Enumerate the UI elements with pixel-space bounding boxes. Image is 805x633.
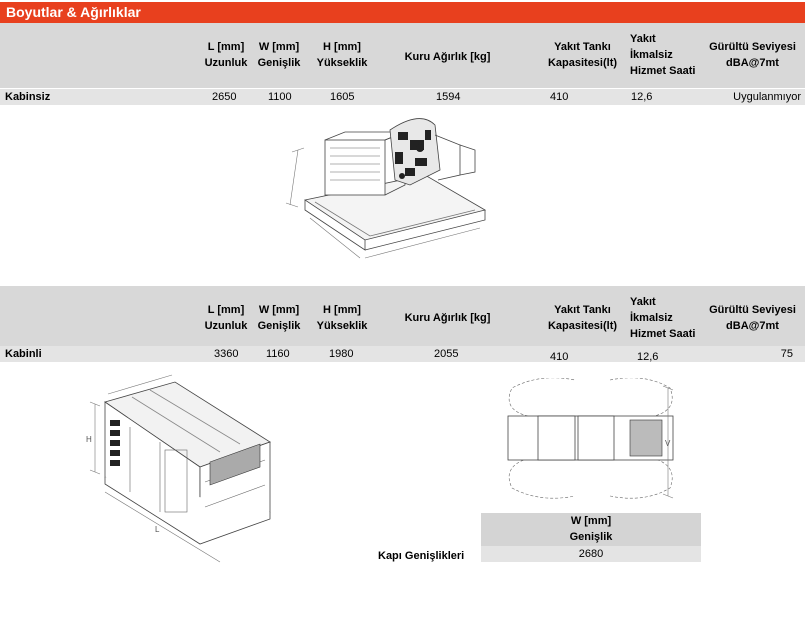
table-row-open: [0, 89, 805, 105]
cell-dry-weight: 2055: [434, 348, 459, 360]
row-label: Kabinsiz: [5, 91, 51, 103]
cell-height: 1605: [330, 91, 355, 103]
cell-noise: Uygulanmıyor: [733, 91, 801, 103]
col-dry-weight: Kuru Ağırlık [kg]: [404, 312, 491, 324]
col-length: L [mm] Uzunluk: [204, 41, 248, 69]
door-table-value: 2680: [481, 546, 701, 562]
cell-noise: 75: [780, 348, 793, 360]
table-header-open: [0, 23, 805, 88]
col-noise: Gürültü Seviyesi dBA@7mt: [709, 304, 796, 332]
col-fuel-tank: Yakıt Tankı Kapasitesi(lt): [547, 304, 618, 332]
cell-length: 3360: [214, 348, 239, 360]
cell-autonomy: 12,6: [631, 91, 653, 103]
cell-width: 1160: [266, 348, 290, 360]
door-table-header: W [mm] Genişlik: [481, 513, 701, 546]
length-letter: L: [155, 525, 160, 534]
col-height: H [mm] Yükseklik: [316, 41, 368, 69]
col-autonomy: Yakıt İkmalsiz Hizmet Saati: [630, 33, 696, 77]
table-header-canopy: [0, 286, 805, 351]
col-fuel-tank: Yakıt Tankı Kapasitesi(lt): [547, 41, 618, 69]
top-view-drawing: [500, 378, 690, 508]
col-length: L [mm] Uzunluk: [204, 304, 248, 332]
width-letter: V: [665, 439, 671, 448]
table-row-canopy: [0, 346, 805, 362]
cell-fuel-tank: 410: [550, 351, 569, 363]
open-genset-drawing: [270, 110, 500, 270]
col-width: W [mm] Genişlik: [257, 41, 301, 69]
door-table-label: Kapı Genişlikleri: [378, 550, 465, 562]
col-autonomy: Yakıt İkmalsiz Hizmet Saati: [630, 296, 696, 340]
row-label: Kabinli: [5, 348, 42, 360]
height-letter: H: [86, 435, 92, 444]
cell-autonomy: 12,6: [637, 351, 659, 363]
cell-width: 1100: [268, 91, 292, 103]
section-title: Boyutlar & Ağırlıklar: [0, 2, 805, 23]
canopy-genset-drawing: [80, 372, 280, 572]
col-noise: Gürültü Seviyesi dBA@7mt: [709, 41, 796, 69]
cell-height: 1980: [329, 348, 354, 360]
col-height: H [mm] Yükseklik: [316, 304, 368, 332]
cell-fuel-tank: 410: [550, 91, 569, 103]
col-dry-weight: Kuru Ağırlık [kg]: [404, 51, 491, 63]
cell-length: 2650: [212, 91, 237, 103]
col-width: W [mm] Genişlik: [257, 304, 301, 332]
cell-dry-weight: 1594: [436, 91, 461, 103]
